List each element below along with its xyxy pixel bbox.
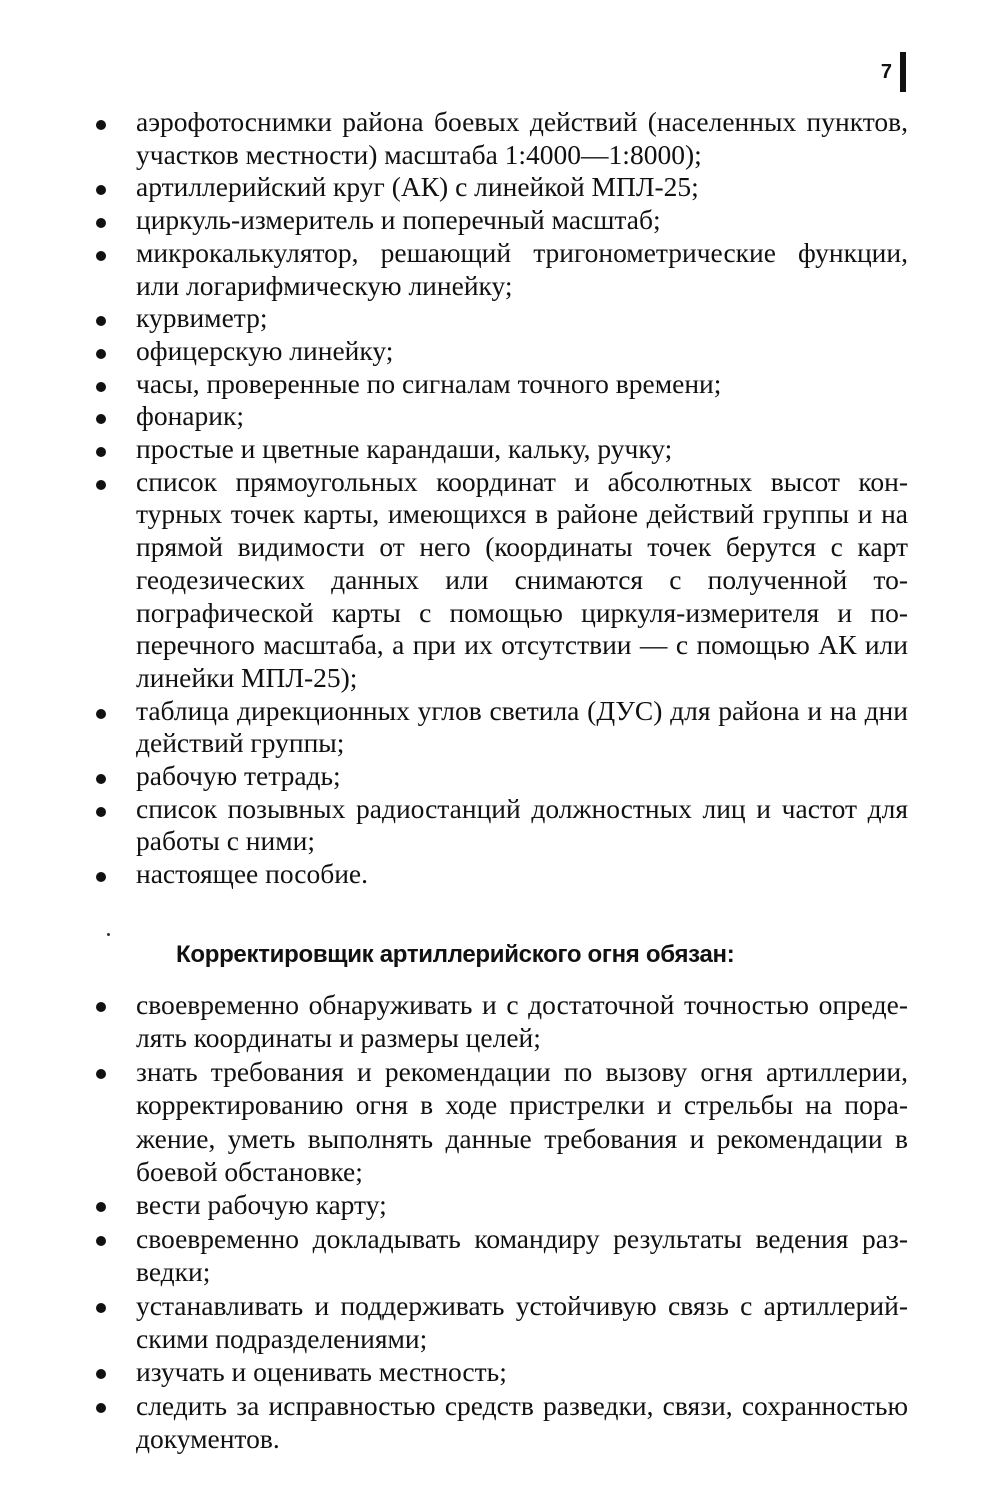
list-item	[96, 1355, 908, 1388]
bullet-icon	[96, 185, 106, 195]
list-item-text: микрокалькулятор, решающий тригонометрические функции, или логарифмическую линейку;	[136, 236, 908, 301]
bullet-icon	[96, 480, 106, 490]
list-item	[96, 858, 908, 891]
bullet-icon	[96, 447, 106, 457]
list-item	[96, 695, 908, 760]
bullet-icon	[96, 1369, 106, 1379]
bullet-icon	[96, 709, 106, 719]
bullet-icon	[96, 1202, 106, 1212]
list-item	[96, 988, 908, 1055]
bullet-icon	[96, 251, 106, 261]
list-item-text: изучать и оценивать местность;	[136, 1356, 507, 1388]
bullet-icon	[96, 218, 106, 228]
list-item-text: знать требования и рекомендации по вызову огня артиллерии, корректированию огня в ходе пристрелки и стрельбы на поражение, уметь выполнять данные требования и рекомендации в боевой обстановке;	[136, 1055, 908, 1188]
list-item-text: своевременно докладывать командиру результаты ведения разведки;	[136, 1222, 908, 1288]
bullet-icon	[96, 1236, 106, 1246]
bullet-icon	[96, 316, 106, 326]
list-item-text: аэрофотоснимки района боевых действий (населенных пунктов, участков местности) масштаба 1:4000—1:8000);	[136, 106, 908, 170]
list-item	[96, 400, 908, 433]
bullet-icon	[96, 1403, 106, 1413]
bullet-icon	[96, 1303, 106, 1313]
list-item	[96, 433, 908, 466]
bullet-icon	[96, 1002, 106, 1012]
equipment-list	[96, 106, 908, 891]
list-item-text: своевременно обнаруживать и с достаточной точностью определять координаты и размеры целей;	[136, 989, 908, 1054]
list-item-text: курвиметр;	[136, 302, 268, 334]
page-number: 7	[880, 61, 892, 83]
duties-list	[96, 988, 908, 1456]
page-number-rule	[900, 52, 906, 92]
bullet-icon	[96, 1069, 106, 1079]
list-item-text: настоящее пособие.	[136, 858, 369, 890]
list-item-text: вести рабочую карту;	[136, 1189, 387, 1221]
bullet-icon	[96, 872, 106, 882]
section-heading: Корректировщик артиллерийского огня обязан:	[176, 941, 735, 968]
list-item	[96, 106, 908, 171]
bullet-icon	[96, 774, 106, 784]
list-item-text: фонарик;	[136, 400, 244, 432]
list-item	[96, 237, 908, 302]
list-item	[96, 793, 908, 858]
list-item-text: рабочую тетрадь;	[136, 760, 341, 792]
bullet-icon	[96, 382, 106, 392]
list-item-text: следить за исправностью средств разведки, связи, сохранностью документов.	[136, 1389, 908, 1455]
list-item	[96, 466, 908, 695]
list-item-text: офицерскую линейку;	[136, 334, 394, 366]
list-item	[96, 335, 908, 368]
list-item	[96, 760, 908, 793]
print-speck	[107, 933, 110, 936]
list-item	[96, 1055, 908, 1189]
page-header	[881, 52, 906, 92]
list-item-text: артиллерийский круг (АК) с линейкой МПЛ-25;	[136, 171, 699, 203]
list-item	[96, 1389, 908, 1456]
list-item-text: список прямоугольных координат и абсолютных высот контурных точек карты, имеющихся в районе действий группы и на прямой видимости от него (координаты точек берутся с карт геодезических данных или снимаются с полученной топографической карты с помощью циркуля-измерителя и поперечного масштаба, а при их отсутствии — с помощью АК или линейки МПЛ-25);	[136, 465, 908, 693]
list-item-text: циркуль-измеритель и поперечный масштаб;	[136, 204, 661, 236]
list-item-text: устанавливать и поддерживать устойчивую связь с артиллерийскими подразделениями;	[136, 1289, 908, 1355]
list-item	[96, 368, 908, 401]
list-item	[96, 171, 908, 204]
list-item	[96, 1289, 908, 1356]
list-item-text: часы, проверенные по сигналам точного времени;	[136, 367, 722, 399]
bullet-icon	[96, 349, 106, 359]
bullet-icon	[96, 120, 106, 130]
list-item	[96, 1222, 908, 1289]
list-item-text: список позывных радиостанций должностных лиц и частот для работы с ними;	[136, 792, 908, 857]
bullet-icon	[96, 414, 106, 424]
list-item	[96, 302, 908, 335]
list-item	[96, 1188, 908, 1221]
list-item-text: простые и цветные карандаши, кальку, ручку;	[136, 433, 673, 465]
list-item	[96, 204, 908, 237]
list-item-text: таблица дирекционных углов светила (ДУС) для района и на дни действий группы;	[136, 694, 908, 759]
bullet-icon	[96, 807, 106, 817]
